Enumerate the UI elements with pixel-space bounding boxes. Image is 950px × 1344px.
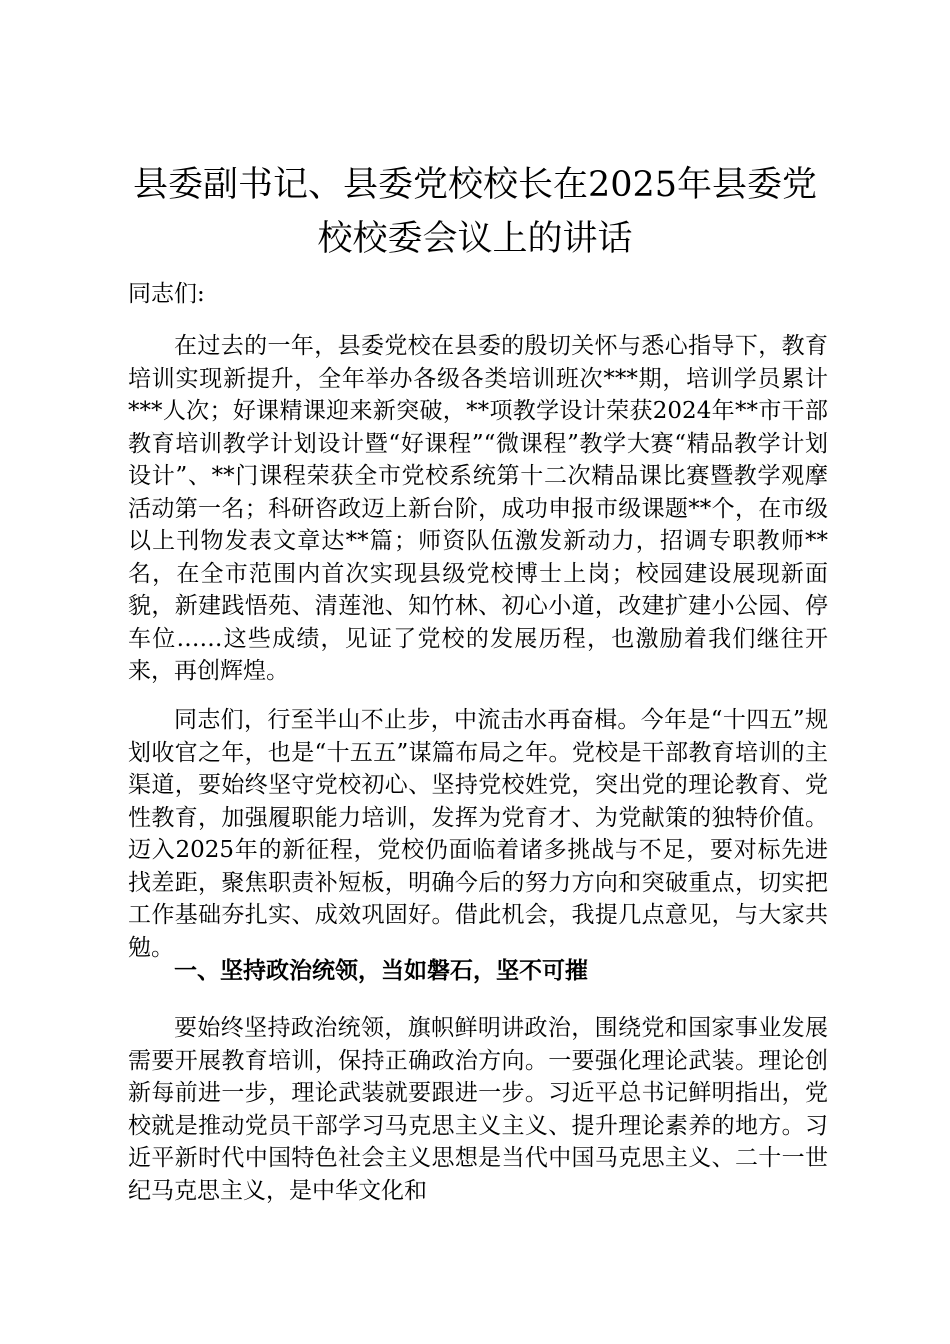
- salutation: 同志们:: [128, 281, 205, 307]
- paragraph-section-1: 要始终坚持政治统领，旗帜鲜明讲政治，围绕党和国家事业发展需要开展教育培训，保持正确政治方向。一要强化理论武装。理论创新每前进一步，理论武装就要跟进一步。习近平总书记鲜明指出，党校就是推动党员干部学习马克思主义主义、提升理论素养的地方。习近平新时代中国特色社会主义思想是当代中国马克思主义、二十一世纪马克思主义，是中华文化和: [128, 1015, 828, 1204]
- paragraph-outlook: 同志们，行至半山不止步，中流击水再奋楫。今年是“十四五”规划收官之年，也是“十五五”谋篇布局之年。党校是干部教育培训的主渠道，要始终坚守党校初心、坚持党校姓党，突出党的理论教育、党性教育，加强履职能力培训，发挥为党育才、为党献策的独特价值。迈入2025年的新征程，党校仍面临着诸多挑战与不足，要对标先进找差距，聚焦职责补短板，明确今后的努力方向和突破重点，切实把工作基础夯扎实、成效巩固好。借此机会，我提几点意见，与大家共勉。: [128, 707, 828, 961]
- paragraph-achievements: 在过去的一年，县委党校在县委的殷切关怀与悉心指导下，教育培训实现新提升，全年举办各级各类培训班次***期，培训学员累计***人次；好课精课迎来新突破，**项教学设计荣获2024年**市干部教育培训教学计划设计暨“好课程”“微课程”教学大赛“精品教学计划设计”、**门课程荣获全市党校系统第十二次精品课比赛暨教学观摩活动第一名；科研咨政迈上新台阶，成功申报市级课题**个，在市级以上刊物发表文章达**篇；师资队伍激发新动力，招调专职教师**名，在全市范围内首次实现县级党校博士上岗；校园建设展现新面貌，新建践悟苑、清莲池、知竹林、初心小道，改建扩建小公园、停车位……这些成绩，见证了党校的发展历程，也激励着我们继往开来，再创辉煌。: [128, 333, 828, 684]
- section-heading-1: 一、坚持政治统领，当如磐石，坚不可摧: [174, 957, 588, 984]
- document-title: 县委副书记、县委党校校长在2025年县委党校校委会议上的讲话: [132, 165, 818, 259]
